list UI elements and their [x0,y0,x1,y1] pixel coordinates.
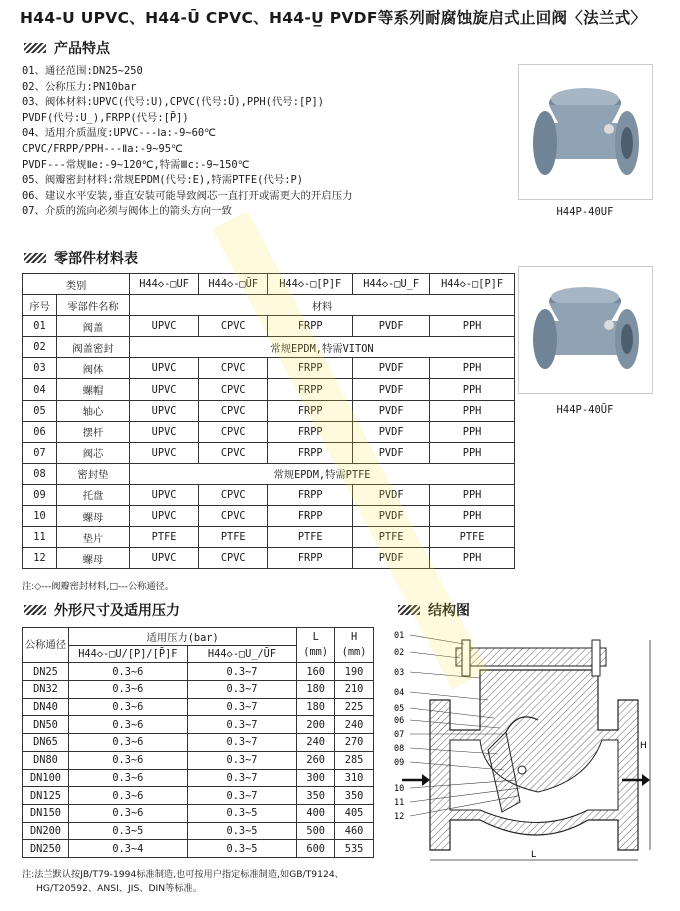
table-cell: DN200 [23,822,69,840]
table-cell: PPH [430,421,515,442]
table-row [23,548,515,569]
table-cell: 09 [23,484,57,505]
table-cell: 180 [297,698,335,716]
table-cell: FRPP [268,358,353,379]
table-cell: 0.3~7 [187,663,297,681]
dimension-table [22,627,374,858]
table-cell: DN150 [23,804,69,822]
table-cell: PTFE [199,527,268,548]
callout-label: 08 [394,744,405,754]
model-header: H44◇-□[P]F [430,274,515,295]
table-cell: DN65 [23,734,69,752]
table-cell: FRPP [268,484,353,505]
table-cell: 0.3~6 [68,751,187,769]
callout-label: 09 [394,758,405,768]
table-cell: DN40 [23,698,69,716]
table-cell: 螺帽 [57,379,130,400]
table-cell: DN32 [23,681,69,699]
table-cell: UPVC [130,358,199,379]
callout-label: 04 [394,688,405,698]
valve-image [519,267,652,393]
table-cell: PVDF [353,442,430,463]
table-row [23,769,374,787]
table-row [23,681,374,699]
feature-item: 03、阀体材料:UPVC(代号:U),CPVC(代号:Ū),PPH(代号:[P]) [22,96,324,109]
table-cell: 轴心 [57,400,130,421]
table-cell: 05 [23,400,57,421]
table-cell: 06 [23,421,57,442]
table-cell: 0.3~6 [68,769,187,787]
table-cell: 0.3~6 [68,716,187,734]
category-header: 类别 [23,274,130,295]
table-row [23,400,515,421]
dims-note: 注:法兰默认按JB/T79-1994标准制造,也可按用户指定标准制造,如GB/T9124、 [22,869,344,880]
table-cell: 240 [297,734,335,752]
flow-arrow-icon [422,774,430,786]
table-cell: PTFE [130,527,199,548]
dims-note: HG/T20592、ANSI、JIS、DIN等标准。 [36,883,202,894]
table-cell: PPH [430,400,515,421]
table-cell: 螺母 [57,506,130,527]
table-cell: FRPP [268,421,353,442]
table-cell: 0.3~7 [187,698,297,716]
table-row [23,506,515,527]
table-cell: PTFE [353,527,430,548]
table-cell: 0.3~7 [187,751,297,769]
parts-note: 注:◇---阀瓣密封材料,□---公称通径。 [22,581,174,592]
feature-item: CPVC/FRPP/PPH---Ⅱa:-9~95℃ [22,142,183,155]
table-row [23,337,515,358]
table-cell: UPVC [130,484,199,505]
table-cell: 01 [23,316,57,337]
table-cell: PPH [430,358,515,379]
table-cell: 阀盖 [57,316,130,337]
table-cell: UPVC [130,548,199,569]
table-cell: PPH [430,379,515,400]
callout-label: 01 [394,631,405,641]
table-cell: 0.3~6 [68,698,187,716]
table-cell: UPVC [130,421,199,442]
table-cell: 285 [335,751,374,769]
table-cell: PPH [430,442,515,463]
page-title: H44-U UPVC、H44-Ū CPVC、H44-U̲ PVDF等系列耐腐蚀旋启式止回阀〈法兰式〉 [20,9,647,27]
bolt [462,640,470,676]
disc-nut [518,766,526,774]
table-cell: 0.3~5 [68,822,187,840]
table-row [23,358,515,379]
table-cell: 405 [335,804,374,822]
pressure-subheader: H44◇-□U/[P]/[P̄]F [68,645,187,663]
material-header: 材料 [130,295,515,316]
section-title: 产品特点 [54,41,110,57]
table-cell: 260 [297,751,335,769]
callout-label: 03 [394,668,405,678]
table-cell: DN25 [23,663,69,681]
section-header-parts [24,248,138,268]
nominal-header: 公称通径 [23,628,69,663]
table-cell: FRPP [268,400,353,421]
table-cell: 0.3~5 [187,804,297,822]
bolt [592,640,600,676]
table-cell: PPH [430,316,515,337]
table-cell: 460 [335,822,374,840]
callout-label: 07 [394,730,405,740]
table-cell: DN50 [23,716,69,734]
table-row [23,804,374,822]
photo-caption: H44P-40ŪF [556,404,614,416]
table-cell: FRPP [268,379,353,400]
table-cell: PPH [430,506,515,527]
table-row [23,751,374,769]
table-cell: PVDF [353,506,430,527]
table-row [23,698,374,716]
table-cell: 0.3~6 [68,787,187,805]
section-header-structure [398,600,470,620]
table-cell: CPVC [199,442,268,463]
table-cell: 240 [335,716,374,734]
table-cell: CPVC [199,379,268,400]
valve-image [519,65,652,199]
table-cell: 0.3~7 [187,787,297,805]
table-cell: UPVC [130,400,199,421]
table-cell: 0.3~6 [68,681,187,699]
table-cell: 07 [23,442,57,463]
table-cell: 0.3~5 [187,840,297,858]
table-cell: 225 [335,698,374,716]
table-cell: PTFE [268,527,353,548]
table-cell: PVDF [353,316,430,337]
table-cell: PVDF [353,484,430,505]
table-header-row [23,295,515,316]
table-cell: 300 [297,769,335,787]
product-photo-cpvc [518,266,653,394]
table-cell: PPH [430,484,515,505]
feature-item: 05、阀瓣密封材料:常规EPDM(代号:E),特需PTFE(代号:P) [22,174,303,187]
table-cell: 0.3~7 [187,681,297,699]
table-cell: 0.3~6 [68,663,187,681]
table-cell: 0.3~7 [187,734,297,752]
table-cell: 310 [335,769,374,787]
photo-caption: H44P-40UF [556,206,614,218]
table-row [23,822,374,840]
parts-material-table [22,273,515,569]
callout-label: 02 [394,648,405,658]
table-cell: CPVC [199,484,268,505]
table-cell: 03 [23,358,57,379]
table-row [23,421,515,442]
L-header: L (mm) [297,628,335,663]
table-cell: FRPP [268,442,353,463]
table-cell: UPVC [130,442,199,463]
section-header-features [24,38,110,58]
table-cell: DN125 [23,787,69,805]
table-header-row [23,274,515,295]
table-cell: 阀盖密封 [57,337,130,358]
dim-label-L: L [531,850,537,860]
table-row [23,442,515,463]
table-row [23,663,374,681]
table-cell: FRPP [268,316,353,337]
table-cell: CPVC [199,548,268,569]
table-cell: PPH [430,548,515,569]
table-cell: 常规EPDM,特需PTFE [130,463,515,484]
pressure-subheader: H44◇-□U̲/ŪF [187,645,297,663]
table-row [23,379,515,400]
table-cell: 0.3~6 [68,804,187,822]
pressure-header: 适用压力(bar) [68,628,296,646]
section-title: 外形尺寸及适用压力 [54,603,180,619]
table-cell: 350 [335,787,374,805]
table-cell: 04 [23,379,57,400]
seq-header: 序号 [23,295,57,316]
table-row [23,527,515,548]
table-cell: FRPP [268,506,353,527]
feature-item: PVDF---常规Ⅱe:-9~120℃,特需Ⅲc:-9~150℃ [22,158,250,171]
table-row [23,463,515,484]
table-cell: 10 [23,506,57,527]
table-cell: 0.3~7 [187,769,297,787]
table-cell: UPVC [130,506,199,527]
table-cell: 535 [335,840,374,858]
table-cell: 12 [23,548,57,569]
valve-cover [456,648,606,666]
table-cell: 02 [23,337,57,358]
table-cell: 08 [23,463,57,484]
flow-arrow-icon [642,774,650,786]
feature-item: 07、介质的流向必须与阀体上的箭头方向一致 [22,205,232,218]
model-header: H44◇-□UF [130,274,199,295]
feature-item: 04、适用介质温度:UPVC---Ⅰa:-9~60℃ [22,127,216,140]
table-cell: PVDF [353,358,430,379]
table-cell: 350 [297,787,335,805]
section-marker-icon [398,605,420,615]
table-row [23,840,374,858]
table-cell: 0.3~5 [187,822,297,840]
features-list [22,64,352,220]
section-header-dims [24,600,180,620]
table-cell: 阀体 [57,358,130,379]
table-cell: CPVC [199,400,268,421]
table-cell: 摆杆 [57,421,130,442]
table-cell: 600 [297,840,335,858]
table-header-row [23,628,374,646]
table-cell: UPVC [130,379,199,400]
table-cell: DN100 [23,769,69,787]
callout-label: 12 [394,812,405,822]
table-cell: 0.3~6 [68,734,187,752]
table-cell: FRPP [268,548,353,569]
table-cell: CPVC [199,316,268,337]
section-marker-icon [24,43,46,53]
table-cell: UPVC [130,316,199,337]
table-cell: PVDF [353,400,430,421]
table-cell: PVDF [353,379,430,400]
table-cell: PTFE [430,527,515,548]
table-cell: 阀芯 [57,442,130,463]
table-cell: 密封垫 [57,463,130,484]
model-header: H44◇-□ŪF [199,274,268,295]
table-cell: 0.3~7 [187,716,297,734]
callout-labels [394,631,404,822]
H-header: H (mm) [335,628,374,663]
section-marker-icon [24,605,46,615]
table-row [23,484,515,505]
section-title: 结构图 [428,603,470,619]
table-cell: DN80 [23,751,69,769]
table-cell: 190 [335,663,374,681]
feature-item: PVDF(代号:U̲),FRPP(代号:[P̄]) [22,111,189,124]
callout-label: 10 [394,784,405,794]
callout-label: 11 [394,798,405,808]
table-cell: 螺母 [57,548,130,569]
feature-item: 01、通径范围:DN25~250 [22,65,143,77]
table-cell: 180 [297,681,335,699]
section-marker-icon [24,253,46,263]
table-cell: 500 [297,822,335,840]
table-cell: 160 [297,663,335,681]
callout-label: 06 [394,716,405,726]
table-cell: 400 [297,804,335,822]
structure-diagram [388,620,658,870]
section-title: 零部件材料表 [54,251,138,267]
table-cell: CPVC [199,421,268,442]
callout-label: 05 [394,704,405,714]
table-cell: CPVC [199,506,268,527]
table-cell: 垫片 [57,527,130,548]
product-photo-upvc [518,64,653,200]
model-header: H44◇-□[P]F [268,274,353,295]
name-header: 零部件名称 [57,295,130,316]
table-cell: 11 [23,527,57,548]
table-cell: 常规EPDM,特需VITON [130,337,515,358]
table-row [23,316,515,337]
feature-item: 06、建议水平安装,垂直安装可能导致阀芯一直打开或需更大的开启压力 [22,189,353,202]
table-cell: 270 [335,734,374,752]
table-cell: PVDF [353,421,430,442]
table-cell: 210 [335,681,374,699]
table-row [23,787,374,805]
table-cell: PVDF [353,548,430,569]
dim-label-H: H [640,741,647,751]
table-cell: 200 [297,716,335,734]
table-cell: DN250 [23,840,69,858]
table-row [23,716,374,734]
model-header: H44◇-□U̲F [353,274,430,295]
feature-item: 02、公称压力:PN10bar [22,80,137,93]
table-row [23,734,374,752]
table-cell: 托盘 [57,484,130,505]
table-cell: 0.3~4 [68,840,187,858]
table-cell: CPVC [199,358,268,379]
